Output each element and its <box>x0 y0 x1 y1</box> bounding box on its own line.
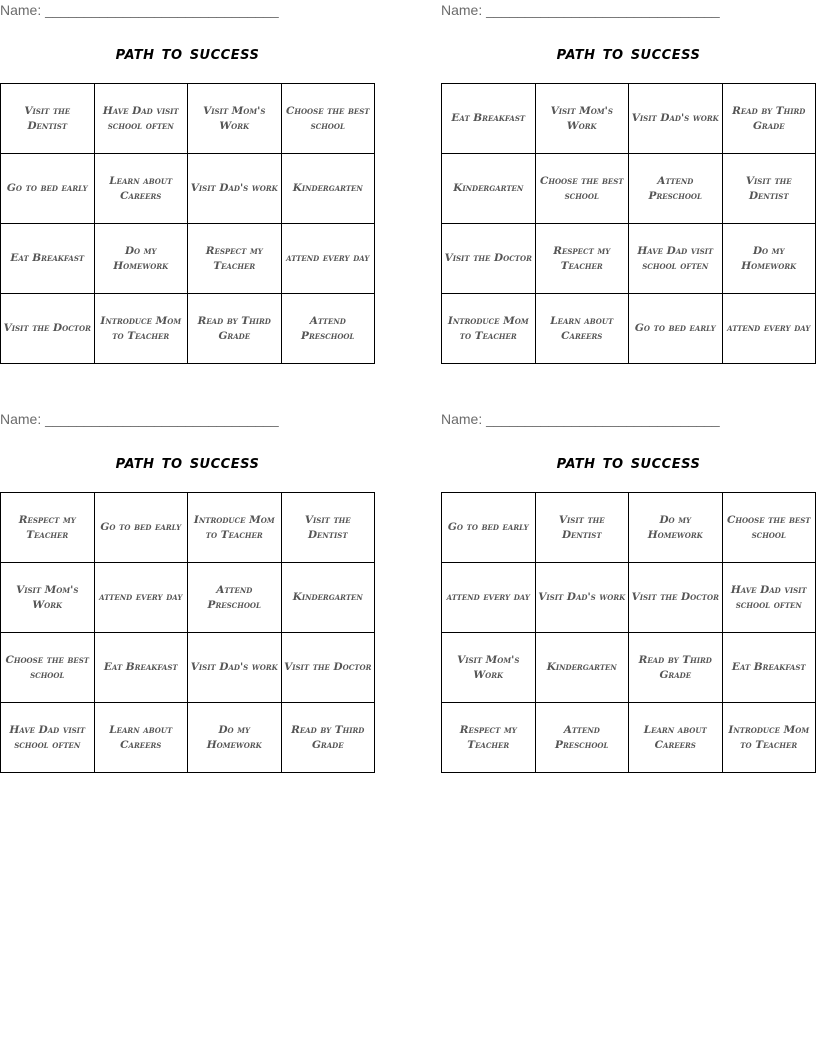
bingo-grid <box>441 492 816 773</box>
grid-cell: Visit the Doctor <box>629 563 723 633</box>
grid-cell: Visit the Dentist <box>535 493 629 563</box>
name-field[interactable]: Name: ______________________________ <box>441 411 720 427</box>
grid-row <box>1 703 375 773</box>
grid-cell: Introduce Mom to Teacher <box>94 294 188 364</box>
grid-cell: Visit the Doctor <box>281 633 375 703</box>
grid-cell: Do my Homework <box>629 493 723 563</box>
grid-row <box>442 154 816 224</box>
grid-cell: Visit Mom's Work <box>442 633 536 703</box>
grid-cell: Introduce Mom to Teacher <box>188 493 282 563</box>
name-field[interactable]: Name: ______________________________ <box>0 2 279 18</box>
grid-cell: Learn about Careers <box>94 703 188 773</box>
bingo-grid <box>0 492 375 773</box>
grid-cell: Visit the Doctor <box>1 294 95 364</box>
grid-cell: Do my Homework <box>722 224 816 294</box>
bingo-card-3 <box>0 409 375 774</box>
grid-cell: Attend Preschool <box>629 154 723 224</box>
grid-cell: Do my Homework <box>188 703 282 773</box>
grid-cell: Visit the Dentist <box>1 84 95 154</box>
grid-cell: Go to bed early <box>94 493 188 563</box>
grid-row <box>442 563 816 633</box>
card-title: path to success <box>115 42 260 64</box>
grid-cell: Visit Dad's work <box>188 633 282 703</box>
grid-cell: Kindergarten <box>535 633 629 703</box>
grid-cell: Choose the best school <box>281 84 375 154</box>
grid-cell: Go to bed early <box>442 493 536 563</box>
grid-row <box>442 294 816 364</box>
grid-row <box>442 224 816 294</box>
grid-cell: Respect my Teacher <box>1 493 95 563</box>
grid-cell: Read by Third Grade <box>281 703 375 773</box>
card-title: path to success <box>556 451 701 473</box>
grid-cell: Have Dad visit school often <box>629 224 723 294</box>
grid-cell: Visit Dad's work <box>188 154 282 224</box>
grid-cell: attend every day <box>281 224 375 294</box>
grid-cell: Choose the best school <box>1 633 95 703</box>
grid-cell: Do my Homework <box>94 224 188 294</box>
grid-cell: Learn about Careers <box>535 294 629 364</box>
bingo-card-4 <box>441 409 816 774</box>
name-field[interactable]: Name: ______________________________ <box>0 411 279 427</box>
grid-cell: Respect my Teacher <box>188 224 282 294</box>
grid-cell: Visit the Dentist <box>281 493 375 563</box>
card-title: path to success <box>115 451 260 473</box>
grid-row <box>442 493 816 563</box>
grid-row <box>1 294 375 364</box>
grid-cell: Visit Mom's Work <box>1 563 95 633</box>
grid-cell: Introduce Mom to Teacher <box>442 294 536 364</box>
grid-cell: Have Dad visit school often <box>1 703 95 773</box>
grid-row <box>1 154 375 224</box>
grid-cell: Read by Third Grade <box>188 294 282 364</box>
bingo-grid <box>0 83 375 364</box>
grid-cell: attend every day <box>442 563 536 633</box>
grid-row <box>1 563 375 633</box>
grid-cell: attend every day <box>94 563 188 633</box>
grid-cell: Respect my Teacher <box>535 224 629 294</box>
grid-cell: Kindergarten <box>442 154 536 224</box>
card-title: path to success <box>556 42 701 64</box>
grid-cell: Attend Preschool <box>535 703 629 773</box>
grid-cell: Choose the best school <box>535 154 629 224</box>
grid-row <box>1 633 375 703</box>
grid-cell: Visit Mom's Work <box>188 84 282 154</box>
grid-cell: Visit the Doctor <box>442 224 536 294</box>
grid-cell: Attend Preschool <box>188 563 282 633</box>
grid-cell: Eat Breakfast <box>94 633 188 703</box>
bingo-card-2 <box>441 0 816 365</box>
name-field[interactable]: Name: ______________________________ <box>441 2 720 18</box>
grid-cell: Visit Dad's work <box>629 84 723 154</box>
grid-cell: Read by Third Grade <box>629 633 723 703</box>
grid-cell: Learn about Careers <box>629 703 723 773</box>
grid-cell: Respect my Teacher <box>442 703 536 773</box>
grid-cell: Go to bed early <box>629 294 723 364</box>
grid-cell: Kindergarten <box>281 563 375 633</box>
grid-cell: Have Dad visit school often <box>94 84 188 154</box>
grid-cell: Read by Third Grade <box>722 84 816 154</box>
grid-cell: Have Dad visit school often <box>722 563 816 633</box>
grid-row <box>442 84 816 154</box>
grid-cell: Introduce Mom to Teacher <box>722 703 816 773</box>
grid-cell: Go to bed early <box>1 154 95 224</box>
grid-cell: Attend Preschool <box>281 294 375 364</box>
grid-cell: Kindergarten <box>281 154 375 224</box>
grid-cell: Visit Mom's Work <box>535 84 629 154</box>
grid-cell: Eat Breakfast <box>442 84 536 154</box>
grid-row <box>442 703 816 773</box>
grid-cell: Visit Dad's work <box>535 563 629 633</box>
bingo-grid <box>441 83 816 364</box>
bingo-card-1 <box>0 0 375 365</box>
grid-cell: Eat Breakfast <box>722 633 816 703</box>
grid-cell: Eat Breakfast <box>1 224 95 294</box>
grid-row <box>1 224 375 294</box>
grid-cell: Visit the Dentist <box>722 154 816 224</box>
grid-cell: Learn about Careers <box>94 154 188 224</box>
grid-row <box>442 633 816 703</box>
grid-row <box>1 84 375 154</box>
grid-row <box>1 493 375 563</box>
grid-cell: Choose the best school <box>722 493 816 563</box>
grid-cell: attend every day <box>722 294 816 364</box>
